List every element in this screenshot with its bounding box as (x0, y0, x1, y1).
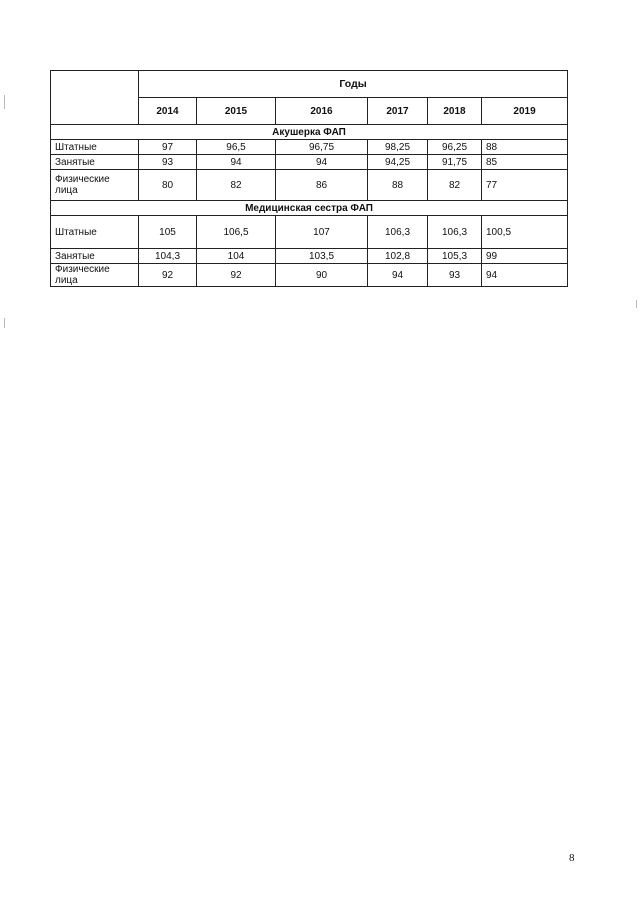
table-cell: 92 (197, 264, 276, 287)
table-cell: 106,3 (368, 216, 428, 249)
table-cell: 82 (197, 170, 276, 201)
table-cell: 100,5 (482, 216, 568, 249)
year-2019: 2019 (482, 98, 568, 125)
table-row (51, 170, 568, 201)
corner-cell (51, 71, 139, 125)
table-cell: 88 (368, 170, 428, 201)
year-2017: 2017 (368, 98, 428, 125)
table-cell: 97 (139, 140, 197, 155)
year-2015: 2015 (197, 98, 276, 125)
year-2016: 2016 (276, 98, 368, 125)
table-cell: 92 (139, 264, 197, 287)
table-cell: 96,25 (428, 140, 482, 155)
table-cell: 90 (276, 264, 368, 287)
table-cell: 80 (139, 170, 197, 201)
section-title-midwife: Акушерка ФАП (51, 125, 568, 140)
row-label: Физические лица (51, 170, 139, 201)
table-cell: 82 (428, 170, 482, 201)
table-cell: 106,5 (197, 216, 276, 249)
table-cell: 107 (276, 216, 368, 249)
table-cell: 94 (197, 155, 276, 170)
table-cell: 105 (139, 216, 197, 249)
table-cell: 94 (368, 264, 428, 287)
row-label: Физические лица (51, 264, 139, 287)
table-row (51, 155, 568, 170)
row-label: Занятые (51, 249, 139, 264)
table-cell: 103,5 (276, 249, 368, 264)
table-cell: 93 (428, 264, 482, 287)
table-cell: 98,25 (368, 140, 428, 155)
row-label: Штатные (51, 140, 139, 155)
header-row-years (51, 71, 568, 98)
section-row (51, 201, 568, 216)
table-row (51, 216, 568, 249)
section-row (51, 125, 568, 140)
table-cell: 94 (482, 264, 568, 287)
section-title-nurse: Медицинская сестра ФАП (51, 201, 568, 216)
year-2014: 2014 (139, 98, 197, 125)
page-number: 8 (569, 852, 575, 864)
table-cell: 85 (482, 155, 568, 170)
table-cell: 88 (482, 140, 568, 155)
year-2018: 2018 (428, 98, 482, 125)
table-cell: 77 (482, 170, 568, 201)
scan-artifact (636, 300, 637, 308)
table-cell: 91,75 (428, 155, 482, 170)
scan-artifact (4, 318, 5, 328)
table-row (51, 249, 568, 264)
scan-artifact (4, 95, 5, 109)
table-cell: 86 (276, 170, 368, 201)
table-cell: 96,75 (276, 140, 368, 155)
table-cell: 99 (482, 249, 568, 264)
table-cell: 102,8 (368, 249, 428, 264)
row-label: Штатные (51, 216, 139, 249)
table-cell: 105,3 (428, 249, 482, 264)
table-row (51, 140, 568, 155)
table-row (51, 264, 568, 287)
table-cell: 96,5 (197, 140, 276, 155)
table-cell: 94,25 (368, 155, 428, 170)
staffing-table (50, 70, 568, 287)
years-header: Годы (139, 71, 568, 98)
table-cell: 104 (197, 249, 276, 264)
table-cell: 94 (276, 155, 368, 170)
table-cell: 106,3 (428, 216, 482, 249)
row-label: Занятые (51, 155, 139, 170)
table-cell: 93 (139, 155, 197, 170)
table-cell: 104,3 (139, 249, 197, 264)
